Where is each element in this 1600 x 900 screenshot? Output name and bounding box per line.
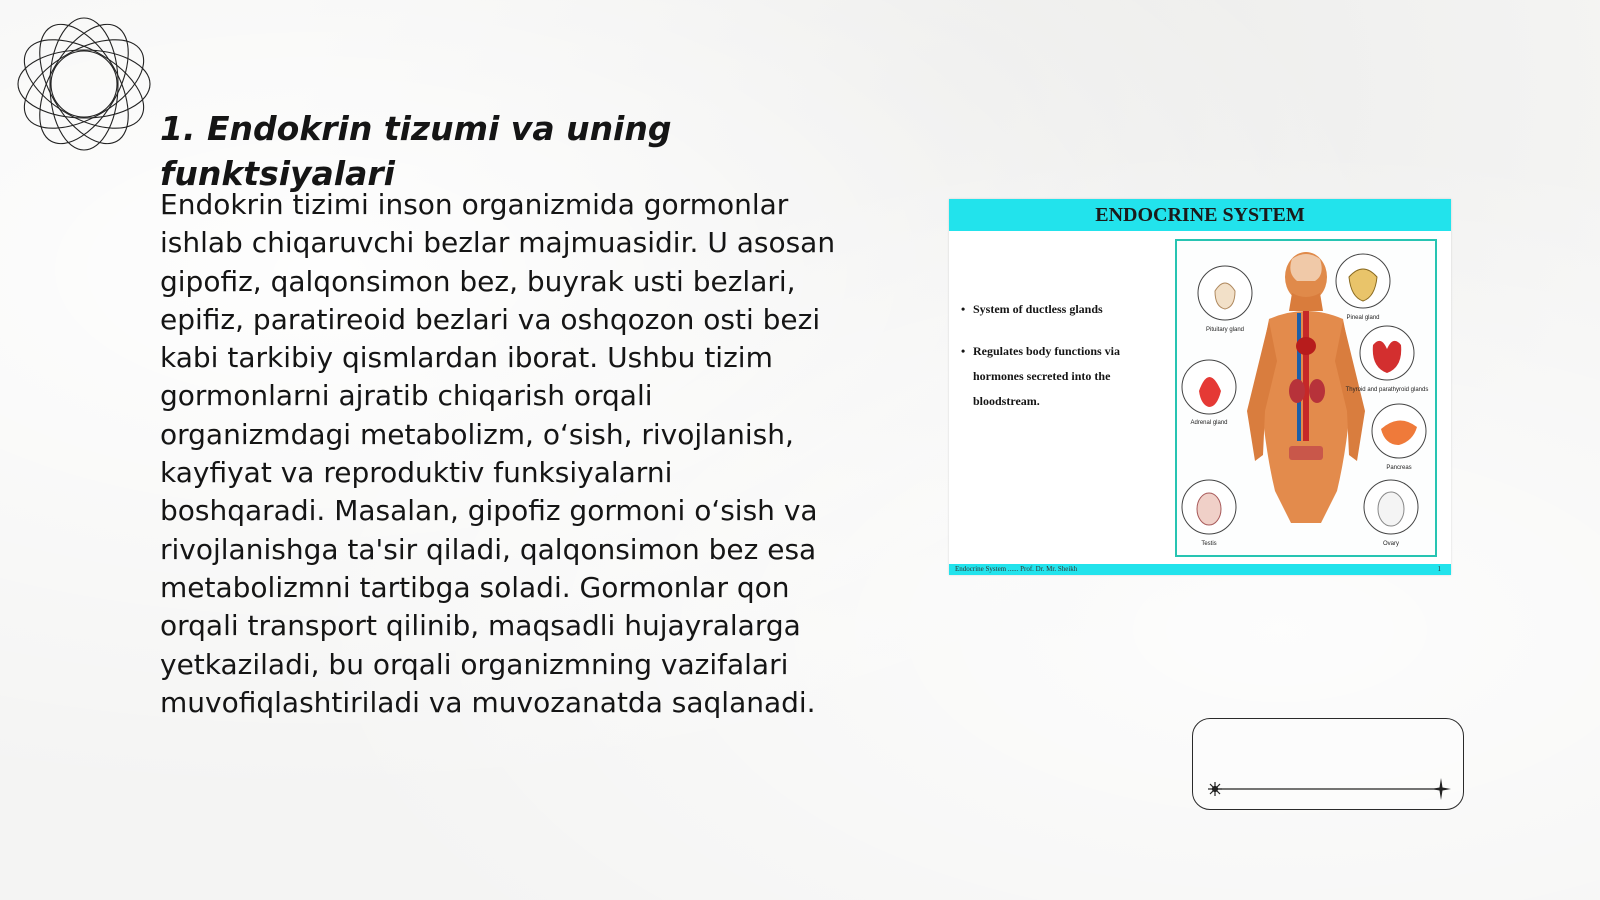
slide-body-text: Endokrin tizimi inson organizmida gormonlar ishlab chiqaruvchi bezlar majmuasidir. U asosan gipofiz, qalqonsimon bez, buyrak usti bezlari, epifiz, paratireoid bezlari va oshqozon osti bezi kabi tarkibiy qismlardan iborat. Ushbu tizim gormonlarni ajratib chiqarish orqali organizmdagi metabolizm, o‘sish, rivojlanish, kayfiyat va reproduktiv funksiyalarni boshqaradi. Masalan, gipofiz gormoni o‘sish va rivojlanishga ta'sir qiladi, qalqonsimon bez esa metabolizmni tartibga soladi. Gormonlar qon orqali transport qilinib, maqsadli hujayralarga yetkaziladi, bu orqali organizmning vazifalari muvofiqlashtiriladi va muvozanatda saqlanadi. [160,188,836,719]
image-header: ENDOCRINE SYSTEM [949,199,1451,231]
gland-label: Pineal gland [1346,315,1380,321]
image-bullet: • Regulates body functions via hormones secreted into the bloodstream. [961,339,1151,414]
gland-label: Adrenal gland [1190,420,1228,426]
gland-label: Testis [1201,541,1217,547]
gland-label: Pituitary gland [1205,327,1245,333]
image-footer-text: Endocrine System ...... Prof. Dr. Mr. Sheikh [955,565,1078,573]
sun-star-icon [1208,782,1222,796]
anatomy-figure [1175,239,1437,557]
image-bullet-list [961,297,1151,431]
gland-label: Thyroid and parathyroid glands [1345,387,1429,393]
slide-title: 1. Endokrin tizumi va uning funktsiyalari [160,109,672,193]
gland-label: Pancreas [1386,465,1412,471]
sparkle-icon [1431,778,1451,800]
spirograph-icon [10,10,158,158]
gland-label: Ovary [1382,541,1400,547]
decorative-pill-frame [1192,718,1464,810]
image-footer [949,564,1451,575]
endocrine-system-image [949,199,1451,575]
image-page-number: 1 [1437,565,1441,573]
image-bullet: • System of ductless glands [961,297,1151,322]
